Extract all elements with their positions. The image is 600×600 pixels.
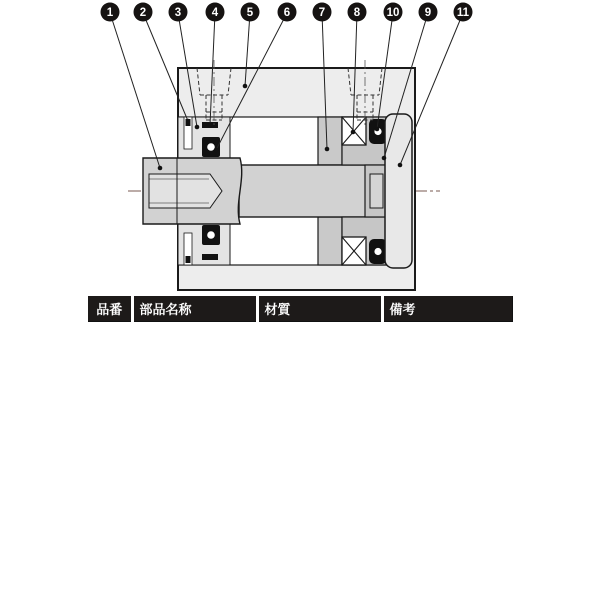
callout-1 [101, 3, 163, 171]
cover [385, 114, 412, 268]
callout-number: 8 [353, 7, 361, 19]
parts-table-section [88, 296, 512, 322]
callout-number: 4 [211, 7, 219, 19]
leader-dot [208, 123, 213, 128]
magnet-bottom [342, 237, 366, 265]
parts-table [88, 296, 513, 322]
leader-dot [351, 130, 356, 135]
rod-packing-bottom-hole [207, 231, 215, 239]
piston-rod-shaft [239, 165, 370, 217]
rod-end-in-piston [370, 174, 383, 208]
col-header-material: 材質 [257, 296, 382, 322]
callout-number: 5 [246, 7, 254, 19]
leader-dot [186, 119, 191, 124]
callout-number: 10 [386, 7, 400, 19]
piston-packing-bottom-hole [374, 248, 381, 255]
spacer-top [318, 117, 342, 165]
rod-metal-gasket-bottom [202, 254, 218, 260]
callout-number: 7 [318, 7, 326, 19]
spacer-bottom [318, 217, 342, 265]
leader-dot [195, 125, 200, 130]
cylinder-cross-section-diagram [0, 0, 600, 296]
leader-dot [214, 148, 219, 153]
callout-number: 1 [106, 7, 114, 19]
callout-number: 11 [456, 7, 470, 19]
leader-dot [375, 127, 380, 132]
callout-number: 9 [424, 7, 432, 19]
col-header-part-no: 品番 [88, 296, 132, 322]
callout-number: 2 [139, 7, 147, 19]
col-header-part-name: 部品名称 [132, 296, 257, 322]
diagram-canvas [0, 0, 600, 296]
leader-dot [325, 147, 330, 152]
leader-dot [382, 156, 387, 161]
leader-dot [243, 84, 248, 89]
col-header-remarks: 備考 [382, 296, 512, 322]
leader-dot [158, 166, 163, 171]
parts-table-header-row [88, 296, 512, 322]
callout-number: 3 [174, 7, 182, 19]
callout-number: 6 [283, 7, 291, 19]
c-ring-bottom [186, 256, 191, 263]
leader-dot [398, 163, 403, 168]
rod-packing-top-hole [207, 143, 215, 151]
